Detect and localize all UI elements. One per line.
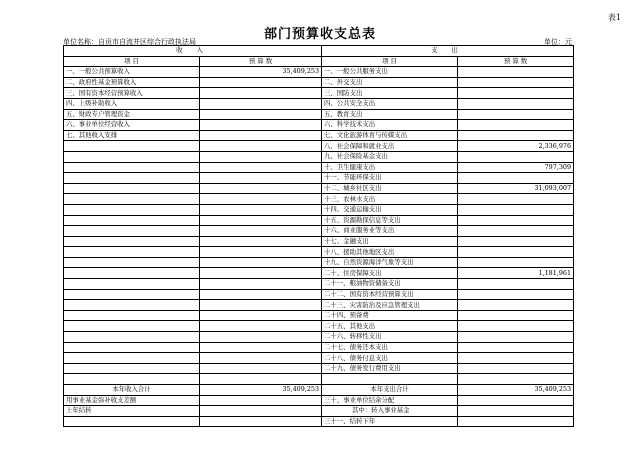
expense-amount — [458, 289, 574, 300]
expense-item: 十七、金融支出 — [322, 236, 458, 247]
income-item — [64, 321, 200, 332]
income-amount — [200, 342, 322, 353]
table-row — [64, 162, 574, 173]
income-amount — [200, 332, 322, 343]
expense-amount-header: 预 算 数 — [458, 56, 574, 67]
table-row — [64, 77, 574, 88]
expense-amount — [458, 173, 574, 184]
expense-amount — [458, 120, 574, 131]
income-item — [64, 332, 200, 343]
income-item — [64, 363, 200, 374]
expense-item: 二十五、其他支出 — [322, 321, 458, 332]
expense-amount — [458, 88, 574, 99]
table-row — [64, 300, 574, 311]
budget-table — [63, 45, 574, 427]
income-amount — [200, 77, 322, 88]
expense-item: 三十一、结转下年 — [322, 416, 458, 427]
table-row — [64, 289, 574, 300]
expense-amount — [458, 67, 574, 78]
table-row — [64, 236, 574, 247]
column-header-row — [64, 56, 574, 67]
income-item — [64, 226, 200, 237]
expense-amount — [458, 151, 574, 162]
income-amount — [200, 173, 322, 184]
income-amount — [200, 395, 322, 406]
income-item: 四、上级补助收入 — [64, 98, 200, 109]
expense-item: 二十一、粮油物资储备支出 — [322, 279, 458, 290]
expense-amount: 31,093,007 — [458, 183, 574, 194]
table-row — [64, 395, 574, 406]
table-row — [64, 173, 574, 184]
income-item — [64, 247, 200, 258]
expense-item: 二十三、灾害防治及应急管理支出 — [322, 300, 458, 311]
table-row — [64, 130, 574, 141]
table-row — [64, 98, 574, 109]
expense-item: 十、卫生健康支出 — [322, 162, 458, 173]
income-item — [64, 151, 200, 162]
table-row — [64, 194, 574, 205]
expense-amount — [458, 279, 574, 290]
section-header-row — [64, 46, 574, 57]
table-row — [64, 353, 574, 364]
income-item: 二、政府性基金预算收入 — [64, 77, 200, 88]
table-row — [64, 120, 574, 131]
table-row — [64, 88, 574, 99]
expense-item: 二、外交支出 — [322, 77, 458, 88]
expense-item: 四、公共安全支出 — [322, 98, 458, 109]
income-amount — [200, 141, 322, 152]
income-item — [64, 215, 200, 226]
income-item — [64, 257, 200, 268]
income-amount — [200, 151, 322, 162]
expense-amount — [458, 204, 574, 215]
income-item — [64, 194, 200, 205]
income-item — [64, 183, 200, 194]
expense-item: 三、国防支出 — [322, 88, 458, 99]
expense-item: 二十九、债务发行费用支出 — [322, 363, 458, 374]
income-amount — [200, 130, 322, 141]
table-row — [64, 226, 574, 237]
income-amount: 35,409,253 — [200, 67, 322, 78]
income-amount — [200, 321, 322, 332]
table-row — [64, 342, 574, 353]
expense-amount: 2,336,976 — [458, 141, 574, 152]
income-amount — [200, 353, 322, 364]
expense-item: 十九、自然资源海洋气象等支出 — [322, 257, 458, 268]
expense-amount — [458, 98, 574, 109]
expense-amount — [458, 374, 574, 385]
income-amount — [200, 300, 322, 311]
income-item — [64, 310, 200, 321]
expense-amount — [458, 406, 574, 417]
expense-amount — [458, 226, 574, 237]
expense-item: 十八、援助其他地区支出 — [322, 247, 458, 258]
income-item — [64, 289, 200, 300]
income-item — [64, 236, 200, 247]
income-amount — [200, 416, 322, 427]
unit-name: 单位名称：自贡市自流井区综合行政执法局 — [63, 38, 196, 46]
page-title: 部门预算收支总表 — [263, 27, 376, 42]
income-item — [64, 300, 200, 311]
expense-item: 二十八、债务付息支出 — [322, 353, 458, 364]
expense-amount — [458, 310, 574, 321]
expense-item: 一、一般公共服务支出 — [322, 67, 458, 78]
income-item — [64, 374, 200, 385]
expense-section-header: 支 出 — [322, 46, 574, 57]
income-amount — [200, 310, 322, 321]
income-amount — [200, 406, 322, 417]
expense-item: 十六、商业服务业等支出 — [322, 226, 458, 237]
expense-amount — [458, 321, 574, 332]
income-amount — [200, 279, 322, 290]
income-item: 上年结转 — [64, 406, 200, 417]
expense-amount — [458, 215, 574, 226]
expense-amount: 797,309 — [458, 162, 574, 173]
table-row — [64, 215, 574, 226]
expense-amount — [458, 416, 574, 427]
expense-amount — [458, 332, 574, 343]
income-item — [64, 279, 200, 290]
expense-amount — [458, 353, 574, 364]
income-item: 用事业基金弥补收支差额 — [64, 395, 200, 406]
expense-item: 十一、节能环保支出 — [322, 173, 458, 184]
table-row — [64, 279, 574, 290]
expense-amount — [458, 395, 574, 406]
table-row — [64, 204, 574, 215]
expense-item: 三十、事业单位结余分配 — [322, 395, 458, 406]
income-item — [64, 353, 200, 364]
income-total-label: 本年收入合计 — [64, 385, 200, 396]
expense-item: 十二、城乡社区支出 — [322, 183, 458, 194]
income-amount — [200, 162, 322, 173]
income-amount — [200, 247, 322, 258]
expense-item: 二十七、债务还本支出 — [322, 342, 458, 353]
expense-total-label: 本年支出合计 — [322, 385, 458, 396]
income-amount — [200, 204, 322, 215]
table-row — [64, 363, 574, 374]
income-item: 一、一般公共预算收入 — [64, 67, 200, 78]
expense-item: 二十六、转移性支出 — [322, 332, 458, 343]
expense-amount: 1,181,961 — [458, 268, 574, 279]
expense-item: 二十、住房保障支出 — [322, 268, 458, 279]
expense-amount — [458, 109, 574, 120]
expense-item: 五、教育支出 — [322, 109, 458, 120]
table-row — [64, 151, 574, 162]
income-amount — [200, 120, 322, 131]
currency-unit: 单位：元 — [544, 38, 572, 46]
income-item — [64, 141, 200, 152]
table-row — [64, 332, 574, 343]
table-row — [64, 321, 574, 332]
income-item: 三、国有资本经营预算收入 — [64, 88, 200, 99]
income-item — [64, 268, 200, 279]
expense-item: 十五、资源勘探信息等支出 — [322, 215, 458, 226]
expense-item: 二十四、预备费 — [322, 310, 458, 321]
income-item: 七、其他收入安排 — [64, 130, 200, 141]
income-amount — [200, 257, 322, 268]
expense-item: 十四、交通运输支出 — [322, 204, 458, 215]
expense-amount — [458, 77, 574, 88]
income-item-header: 项 目 — [64, 56, 200, 67]
expense-amount — [458, 194, 574, 205]
income-amount — [200, 374, 322, 385]
income-amount — [200, 194, 322, 205]
income-amount-header: 预 算 数 — [200, 56, 322, 67]
totals-row — [64, 385, 574, 396]
expense-total-amount: 35,409,253 — [458, 385, 574, 396]
table-row — [64, 268, 574, 279]
table-row — [64, 374, 574, 385]
table-row — [64, 406, 574, 417]
table-row — [64, 109, 574, 120]
income-amount — [200, 109, 322, 120]
income-amount — [200, 289, 322, 300]
income-amount — [200, 183, 322, 194]
expense-item: 七、文化旅游体育与传媒支出 — [322, 130, 458, 141]
expense-amount — [458, 342, 574, 353]
expense-item — [322, 374, 458, 385]
expense-item: 其中：转入事业基金 — [322, 406, 458, 417]
expense-item: 六、科学技术支出 — [322, 120, 458, 131]
expense-item: 二十二、国有资本经营预算支出 — [322, 289, 458, 300]
income-item — [64, 173, 200, 184]
table-row — [64, 416, 574, 427]
table-row — [64, 310, 574, 321]
table-row — [64, 257, 574, 268]
income-item — [64, 416, 200, 427]
income-amount — [200, 363, 322, 374]
expense-item: 九、社会保险基金支出 — [322, 151, 458, 162]
income-amount — [200, 268, 322, 279]
income-item — [64, 204, 200, 215]
expense-amount — [458, 257, 574, 268]
income-item: 五、财政专户管理资金 — [64, 109, 200, 120]
income-item: 六、事业单位经营收入 — [64, 120, 200, 131]
expense-amount — [458, 300, 574, 311]
income-amount — [200, 88, 322, 99]
income-amount — [200, 236, 322, 247]
income-amount — [200, 226, 322, 237]
income-total-amount: 35,409,253 — [200, 385, 322, 396]
expense-item-header: 项 目 — [322, 56, 458, 67]
table-row — [64, 247, 574, 258]
table-row — [64, 141, 574, 152]
income-item — [64, 162, 200, 173]
income-amount — [200, 98, 322, 109]
expense-amount — [458, 130, 574, 141]
table-row — [64, 67, 574, 78]
expense-amount — [458, 236, 574, 247]
table-row — [64, 183, 574, 194]
income-item — [64, 342, 200, 353]
expense-amount — [458, 363, 574, 374]
table-number-label: 表1 — [607, 13, 621, 22]
income-amount — [200, 215, 322, 226]
expense-item: 十三、农林水支出 — [322, 194, 458, 205]
expense-amount — [458, 247, 574, 258]
expense-item: 八、社会保障和就业支出 — [322, 141, 458, 152]
income-section-header: 收 入 — [64, 46, 322, 57]
